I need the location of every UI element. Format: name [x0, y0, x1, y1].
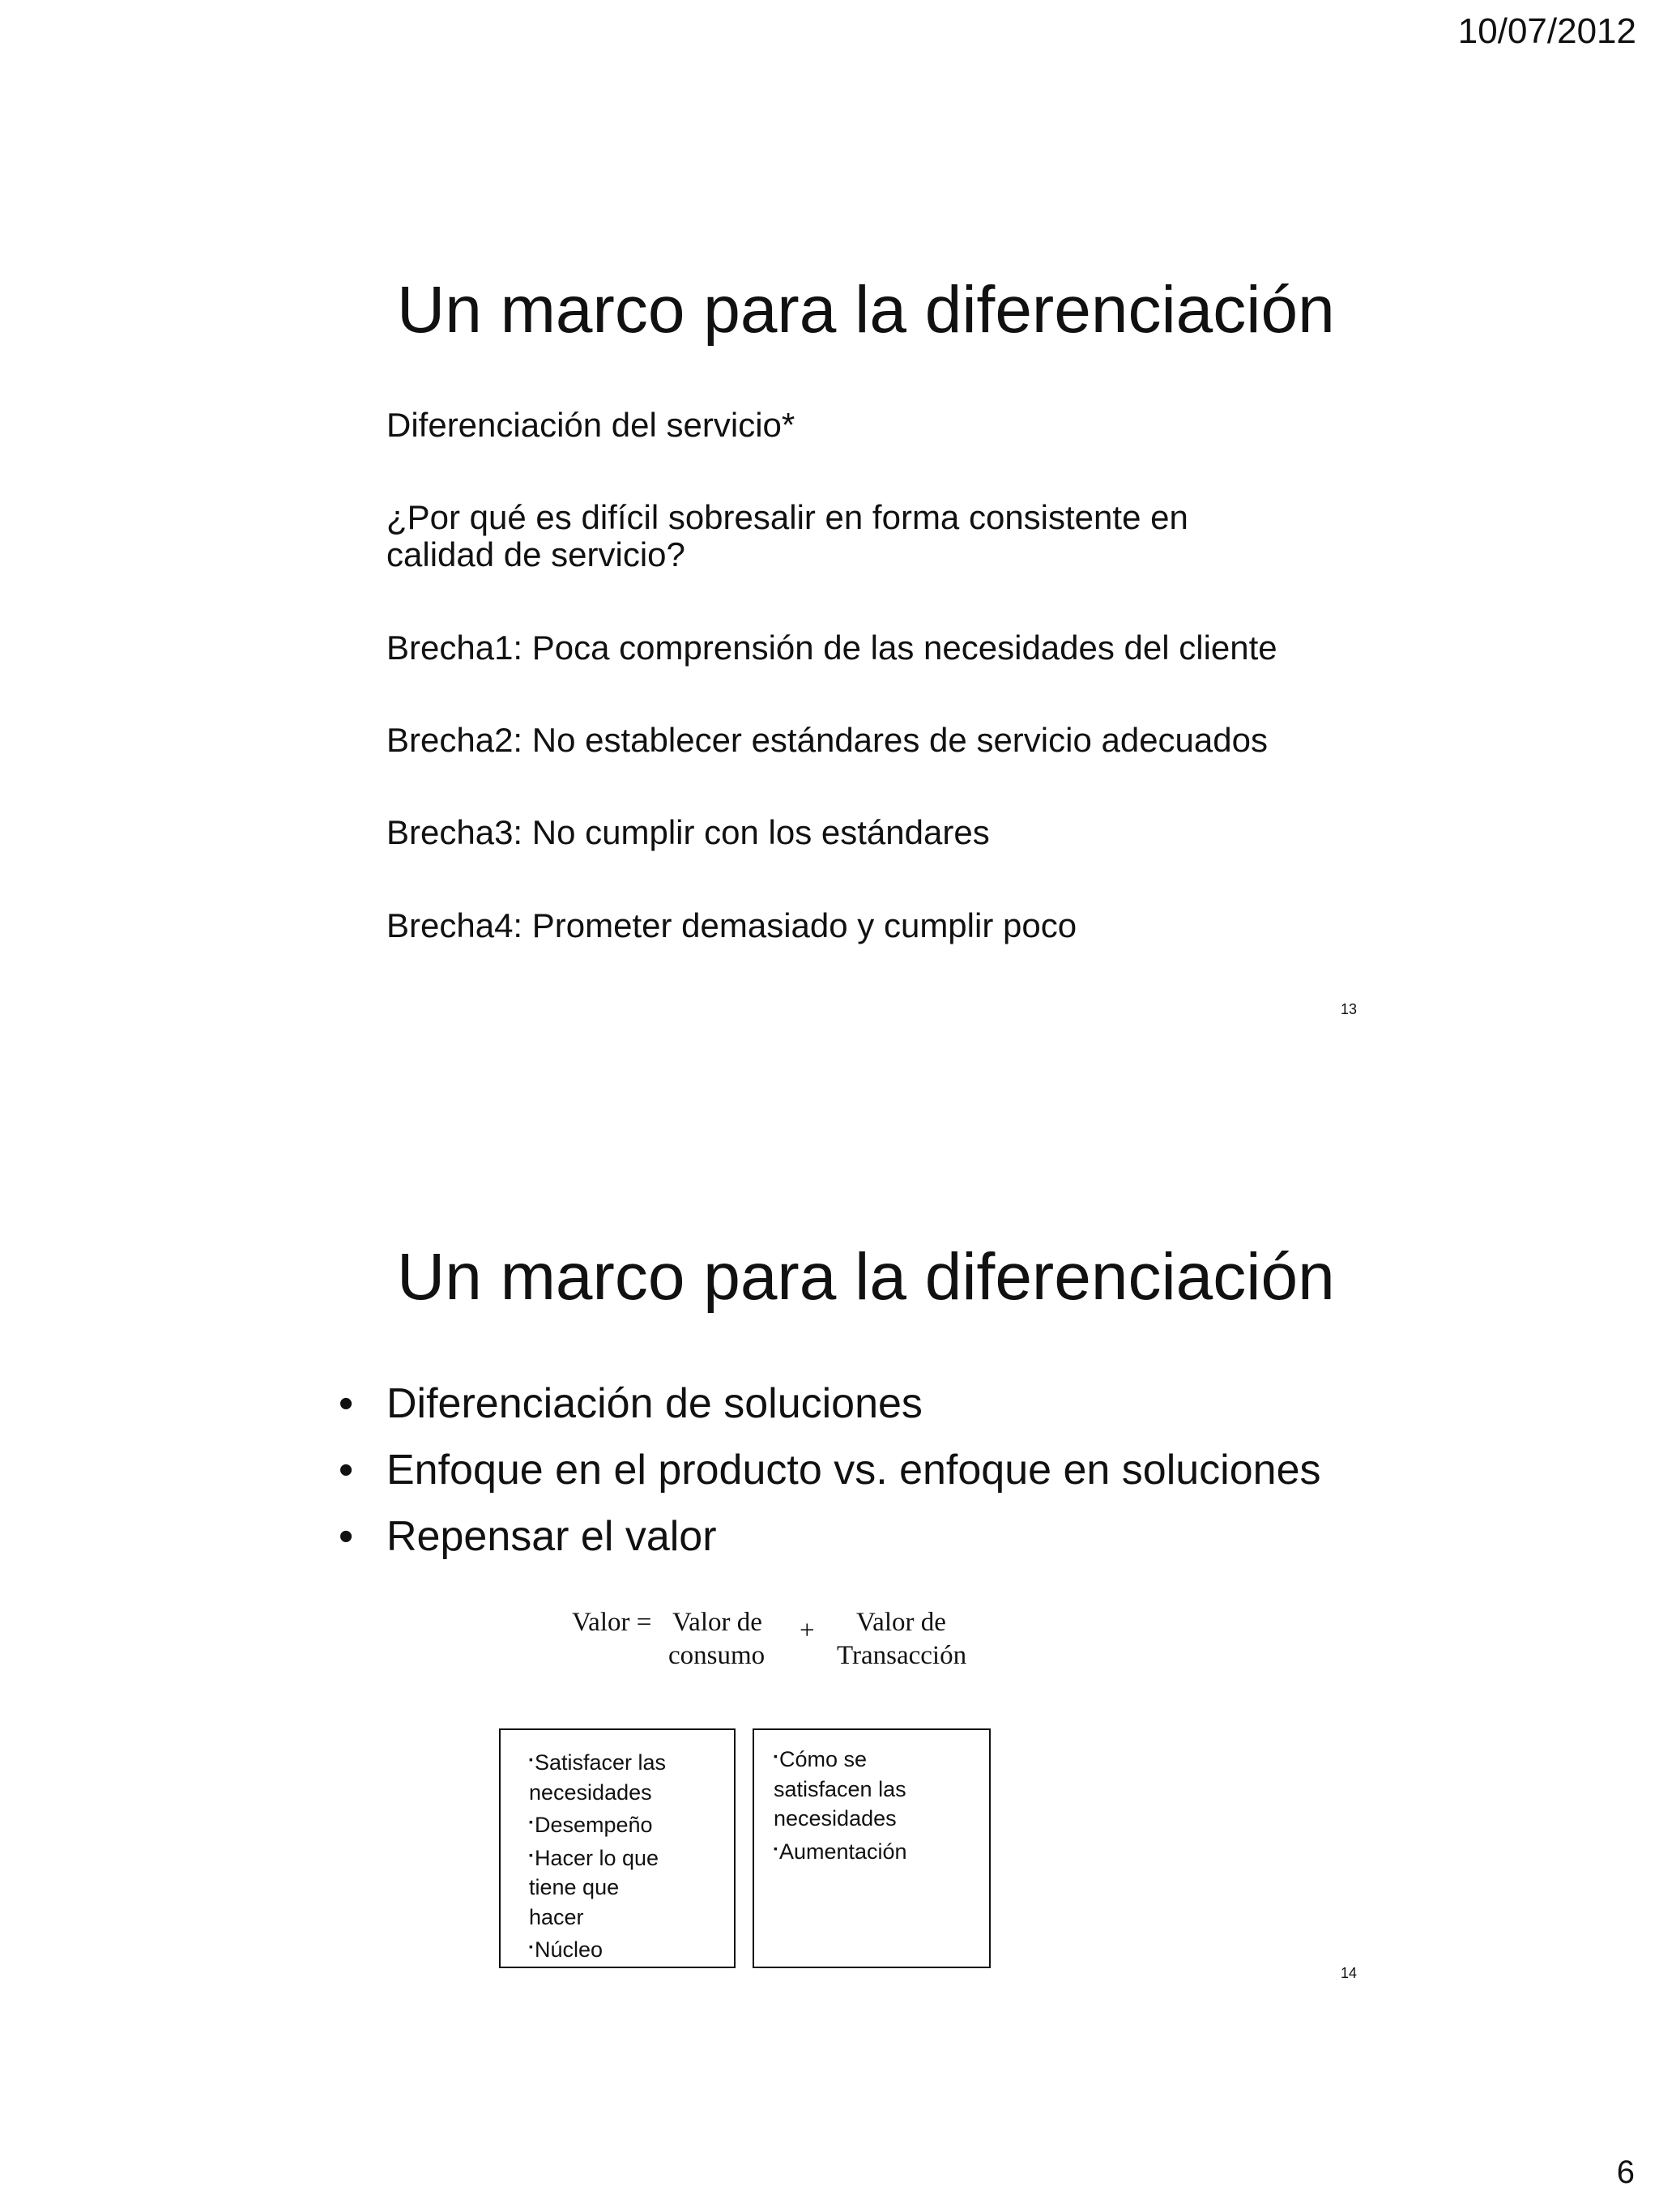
slide-line: Brecha1: Poca comprensión de las necesidades del cliente [386, 629, 1277, 667]
square-bullet-icon: ▪ [529, 1848, 533, 1861]
slide-line: Brecha3: No cumplir con los estándares [386, 813, 990, 851]
slide-line: Diferenciación del servicio* [386, 406, 795, 444]
bullet-icon: • [339, 1447, 354, 1494]
list-item [339, 1510, 1321, 1576]
bullet-icon: • [339, 1380, 354, 1427]
list-item: tiene que [529, 1875, 620, 1899]
equation-operator: + [800, 1616, 815, 1645]
bullet-text: Diferenciación de soluciones [386, 1380, 923, 1427]
list-item: ▪Cómo se [774, 1747, 868, 1771]
bullet-text: Repensar el valor [386, 1513, 717, 1560]
square-bullet-icon: ▪ [529, 1815, 533, 1828]
equation-term2-line1: Valor de [856, 1608, 946, 1637]
square-bullet-icon: ▪ [774, 1841, 778, 1855]
list-item: ▪Satisfacer las [529, 1750, 667, 1775]
document-date: 10/07/2012 [1457, 11, 1636, 51]
list-item: necesidades [774, 1806, 897, 1831]
list-item: ▪Desempeño [529, 1813, 653, 1837]
equation-lhs: Valor = [572, 1608, 652, 1637]
slide-line: calidad de servicio? [386, 535, 685, 573]
bullet-text: Enfoque en el producto vs. enfoque en soluciones [386, 1447, 1321, 1494]
slide-title: Un marco para la diferenciación [397, 273, 1335, 347]
square-bullet-icon: ▪ [529, 1753, 533, 1766]
list-item [339, 1443, 1321, 1510]
slide-line: ¿Por qué es difícil sobresalir en forma consistente en [386, 498, 1188, 536]
consumption-value-list [529, 1745, 666, 1965]
list-item: ▪Aumentación [774, 1839, 907, 1864]
list-item: ▪Núcleo [529, 1937, 603, 1962]
list-item: ▪Hacer lo que [529, 1845, 659, 1870]
equation-term1-line1: Valor de [672, 1608, 762, 1637]
slide-number: 14 [1341, 1965, 1358, 1981]
bullet-icon: • [339, 1513, 354, 1560]
page-number: 6 [1616, 2154, 1635, 2190]
transaction-value-list [774, 1741, 907, 1866]
slide-title: Un marco para la diferenciación [397, 1240, 1335, 1314]
square-bullet-icon: ▪ [529, 1940, 533, 1953]
slide-number: 13 [1341, 1001, 1358, 1017]
list-item [339, 1377, 1321, 1443]
equation-term2-line2: Transacción [837, 1641, 967, 1670]
list-item: hacer [529, 1904, 584, 1929]
bullet-list [339, 1377, 1321, 1576]
square-bullet-icon: ▪ [774, 1750, 778, 1762]
list-item: necesidades [529, 1779, 652, 1805]
slide-line: Brecha2: No establecer estándares de servicio adecuados [386, 721, 1268, 759]
list-item: satisfacen las [774, 1776, 906, 1801]
equation-term1-line2: consumo [668, 1641, 766, 1670]
slide-line: Brecha4: Prometer demasiado y cumplir poco [386, 906, 1077, 944]
